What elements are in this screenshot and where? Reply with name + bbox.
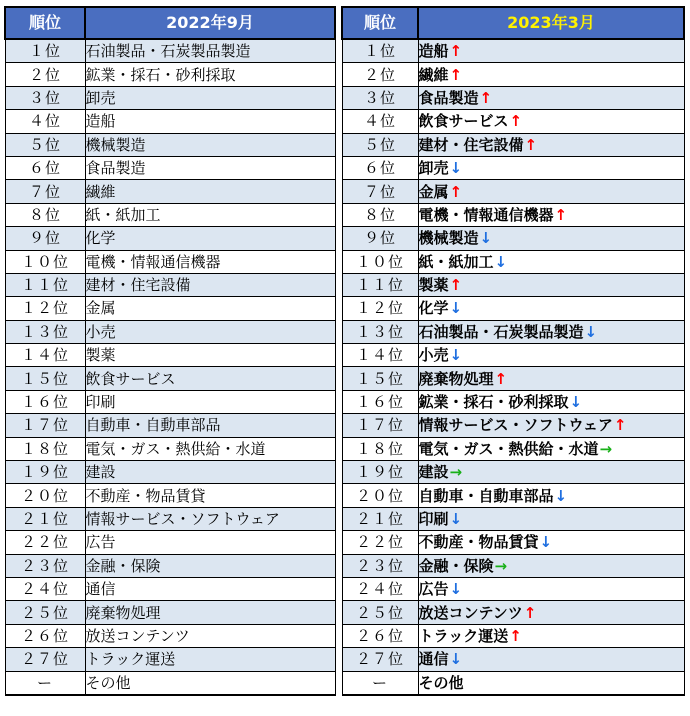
industry-name: 石油製品・石炭製品製造: [85, 42, 251, 61]
industry-cell: [85, 648, 335, 671]
industry-name: 広告: [85, 533, 116, 552]
industry-name: 金属: [418, 182, 449, 201]
rank-cell: １３位: [342, 320, 418, 343]
industry-cell: [85, 86, 335, 109]
industry-cell: [85, 227, 335, 250]
industry-cell: [418, 227, 684, 250]
trend-down-arrow-icon: ↓: [449, 580, 463, 599]
rank-cell: ２７位: [342, 648, 418, 671]
table-row: [342, 156, 684, 179]
rank-cell: １４位: [342, 344, 418, 367]
rank-cell: １３位: [5, 320, 85, 343]
industry-name: 機械製造: [85, 135, 146, 154]
table-row: [5, 554, 335, 577]
industry-name: 小売: [418, 346, 449, 365]
rank-cell: ２７位: [5, 648, 85, 671]
table-row: [5, 461, 335, 484]
table-row: [5, 648, 335, 671]
industry-name: 食品製造: [85, 159, 146, 178]
rank-cell: １６位: [342, 390, 418, 413]
table-row: [342, 344, 684, 367]
industry-name: 放送コンテンツ: [418, 603, 523, 622]
industry-cell: [85, 320, 335, 343]
rank-cell: ２６位: [342, 624, 418, 647]
industry-name: 自動車・自動車部品: [85, 416, 221, 435]
industry-cell: [418, 437, 684, 460]
industry-name: 廃棄物処理: [85, 603, 161, 622]
industry-name: 情報サービス・ソフトウェア: [418, 416, 613, 435]
rank-cell: ３位: [342, 86, 418, 109]
trend-up-arrow-icon: ↑: [554, 205, 568, 224]
trend-up-arrow-icon: ↑: [449, 65, 463, 84]
industry-cell: [418, 367, 684, 390]
industry-name: 卸売: [418, 159, 449, 178]
industry-cell: [85, 63, 335, 86]
table-row: [342, 484, 684, 507]
table-row: [5, 156, 335, 179]
industry-cell: [85, 110, 335, 133]
industry-name: 製薬: [85, 346, 116, 365]
rank-cell: ２２位: [342, 531, 418, 554]
industry-name: 飲食サービス: [418, 112, 509, 131]
industry-name: 通信: [85, 580, 116, 599]
industry-cell: [418, 86, 684, 109]
table-row: [5, 484, 335, 507]
industry-cell: [85, 554, 335, 577]
table-row: [342, 297, 684, 320]
rank-cell: ２６位: [5, 624, 85, 647]
rank-cell: ２２位: [5, 531, 85, 554]
table-row: [5, 86, 335, 109]
table-row: [5, 507, 335, 530]
industry-name: その他: [85, 673, 131, 692]
trend-down-arrow-icon: ↓: [449, 159, 463, 178]
industry-cell: [85, 437, 335, 460]
ranking-rows: [5, 39, 335, 695]
industry-name: 通信: [418, 650, 449, 669]
industry-name: 印刷: [85, 393, 116, 412]
trend-down-arrow-icon: ↓: [554, 486, 568, 505]
industry-cell: [85, 344, 335, 367]
trend-up-arrow-icon: ↑: [509, 112, 523, 131]
table-row: [5, 203, 335, 226]
rank-cell: ４位: [5, 110, 85, 133]
industry-cell: [85, 671, 335, 695]
table-row: [342, 390, 684, 413]
rank-column-header: 順位: [342, 7, 418, 39]
industry-cell: [85, 273, 335, 296]
industry-name: 電機・情報通信機器: [85, 252, 221, 271]
trend-down-arrow-icon: ↓: [569, 393, 583, 412]
industry-name: 鉱業・採石・砂利採取: [85, 65, 236, 84]
industry-name: 小売: [85, 322, 116, 341]
rank-cell: ２０位: [5, 484, 85, 507]
industry-name: 不動産・物品賃貸: [418, 533, 539, 552]
industry-cell: [85, 484, 335, 507]
industry-cell: [418, 507, 684, 530]
table-row: [5, 227, 335, 250]
rank-cell: １７位: [5, 414, 85, 437]
table-row: [342, 531, 684, 554]
rank-column-header: 順位: [5, 7, 85, 39]
rank-cell: ２４位: [342, 577, 418, 600]
industry-cell: [85, 461, 335, 484]
trend-flat-arrow-icon: →: [449, 463, 463, 482]
trend-up-arrow-icon: ↑: [479, 88, 493, 107]
rank-cell: ２３位: [342, 554, 418, 577]
trend-up-arrow-icon: ↑: [449, 276, 463, 295]
table-row: [342, 133, 684, 156]
rank-cell: １２位: [342, 297, 418, 320]
rank-cell: ２位: [342, 63, 418, 86]
rank-cell: １９位: [5, 461, 85, 484]
industry-name: 飲食サービス: [85, 369, 176, 388]
rank-cell: ３位: [5, 86, 85, 109]
industry-name: 繊維: [85, 182, 116, 201]
rank-cell: １４位: [5, 344, 85, 367]
industry-cell: [418, 63, 684, 86]
industry-name: 造船: [418, 42, 449, 61]
industry-name: 電気・ガス・熱供給・水道: [418, 439, 599, 458]
industry-cell: [418, 671, 684, 695]
table-row: [342, 86, 684, 109]
industry-cell: [85, 577, 335, 600]
table-row: [342, 203, 684, 226]
table-row: [5, 344, 335, 367]
industry-cell: [418, 110, 684, 133]
industry-name: 電機・情報通信機器: [418, 205, 554, 224]
industry-cell: [418, 180, 684, 203]
table-row: [342, 437, 684, 460]
industry-cell: [418, 601, 684, 624]
industry-cell: [418, 390, 684, 413]
rank-cell: ５位: [342, 133, 418, 156]
table-row: [342, 507, 684, 530]
table-row: [342, 63, 684, 86]
industry-cell: [418, 344, 684, 367]
industry-cell: [85, 250, 335, 273]
industry-name: 繊維: [418, 65, 449, 84]
table-row: [342, 671, 684, 695]
rank-cell: １位: [342, 39, 418, 63]
table-row: [5, 624, 335, 647]
industry-name: トラック運送: [418, 626, 509, 645]
rank-cell: ６位: [342, 156, 418, 179]
table-row: [342, 624, 684, 647]
industry-name: 化学: [418, 299, 449, 318]
industry-name: 印刷: [418, 510, 449, 528]
industry-cell: [85, 180, 335, 203]
rank-cell: ２１位: [342, 507, 418, 530]
rank-cell: １８位: [5, 437, 85, 460]
industry-name: 電気・ガス・熱供給・水道: [85, 439, 266, 458]
trend-flat-arrow-icon: →: [599, 439, 613, 458]
industry-cell: [85, 156, 335, 179]
rank-cell: １０位: [342, 250, 418, 273]
rank-cell: ４位: [342, 110, 418, 133]
table-row: [5, 273, 335, 296]
industry-name: 建材・住宅設備: [85, 276, 191, 295]
table-row: [5, 577, 335, 600]
table-row: [342, 320, 684, 343]
trend-up-arrow-icon: ↑: [449, 182, 463, 201]
industry-cell: [85, 507, 335, 530]
rank-cell: １１位: [5, 273, 85, 296]
trend-flat-arrow-icon: →: [494, 556, 508, 575]
industry-cell: [418, 531, 684, 554]
trend-down-arrow-icon: ↓: [449, 299, 463, 318]
rank-cell: ２位: [5, 63, 85, 86]
trend-down-arrow-icon: ↓: [584, 322, 598, 341]
rank-cell: １０位: [5, 250, 85, 273]
industry-cell: [418, 273, 684, 296]
trend-down-arrow-icon: ↓: [449, 650, 463, 669]
table-row: [5, 414, 335, 437]
rank-cell: ー: [5, 671, 85, 695]
period-column-header: 2023年3月: [418, 7, 684, 39]
industry-name: その他: [418, 673, 464, 692]
rank-cell: １７位: [342, 414, 418, 437]
industry-cell: [418, 133, 684, 156]
industry-cell: [85, 297, 335, 320]
table-row: [5, 320, 335, 343]
industry-name: 金属: [85, 299, 116, 318]
industry-name: 化学: [85, 229, 116, 248]
rank-cell: ５位: [5, 133, 85, 156]
table-row: [5, 671, 335, 695]
table-row: [5, 133, 335, 156]
industry-name: 建設: [85, 463, 116, 482]
industry-cell: [85, 367, 335, 390]
trend-up-arrow-icon: ↑: [613, 416, 627, 435]
table-row: [342, 648, 684, 671]
table-row: [342, 39, 684, 63]
industry-cell: [418, 554, 684, 577]
header-row: [342, 7, 684, 39]
table-row: [342, 180, 684, 203]
rank-cell: ７位: [5, 180, 85, 203]
table-row: [5, 250, 335, 273]
industry-name: 製薬: [418, 276, 449, 295]
trend-down-arrow-icon: ↓: [494, 252, 508, 271]
industry-name: 機械製造: [418, 229, 479, 248]
industry-cell: [418, 624, 684, 647]
trend-up-arrow-icon: ↑: [494, 369, 508, 388]
industry-cell: [85, 414, 335, 437]
rank-cell: ８位: [5, 203, 85, 226]
table-row: [5, 601, 335, 624]
rank-cell: ２４位: [5, 577, 85, 600]
industry-cell: [418, 39, 684, 63]
industry-cell: [85, 390, 335, 413]
rank-cell: ー: [342, 671, 418, 695]
industry-name: 建設: [418, 463, 449, 482]
ranking-rows: [342, 39, 684, 695]
table-row: [342, 554, 684, 577]
table-row: [342, 250, 684, 273]
table-row: [342, 273, 684, 296]
industry-cell: [85, 624, 335, 647]
rank-cell: ２０位: [342, 484, 418, 507]
header-row: [5, 7, 335, 39]
rank-cell: ８位: [342, 203, 418, 226]
industry-name: 放送コンテンツ: [85, 626, 190, 645]
table-row: [5, 390, 335, 413]
rank-cell: １１位: [342, 273, 418, 296]
table-row: [5, 531, 335, 554]
table-row: [5, 39, 335, 63]
industry-name: 紙・紙加工: [85, 205, 161, 224]
table-row: [5, 437, 335, 460]
industry-cell: [85, 531, 335, 554]
industry-name: 建材・住宅設備: [418, 135, 524, 154]
industry-cell: [85, 133, 335, 156]
rank-cell: ７位: [342, 180, 418, 203]
rank-cell: ２１位: [5, 507, 85, 530]
industry-cell: [418, 156, 684, 179]
rank-cell: １５位: [342, 367, 418, 390]
table-row: [342, 577, 684, 600]
trend-down-arrow-icon: ↓: [449, 510, 463, 528]
table-row: [5, 367, 335, 390]
table-row: [5, 180, 335, 203]
industry-cell: [85, 601, 335, 624]
rank-cell: １５位: [5, 367, 85, 390]
trend-up-arrow-icon: ↑: [509, 626, 522, 645]
industry-cell: [85, 203, 335, 226]
industry-name: トラック運送: [85, 650, 176, 669]
industry-cell: [418, 461, 684, 484]
rank-cell: ２５位: [5, 601, 85, 624]
trend-up-arrow-icon: ↑: [524, 135, 538, 154]
industry-cell: [418, 297, 684, 320]
table-row: [342, 461, 684, 484]
industry-cell: [418, 484, 684, 507]
rank-cell: ９位: [342, 227, 418, 250]
industry-name: 廃棄物処理: [418, 369, 494, 388]
industry-name: 食品製造: [418, 88, 479, 107]
rank-cell: ６位: [5, 156, 85, 179]
industry-name: 金融・保険: [85, 556, 161, 575]
industry-cell: [418, 203, 684, 226]
industry-cell: [85, 39, 335, 63]
table-row: [342, 227, 684, 250]
industry-cell: [418, 577, 684, 600]
table-row: [342, 367, 684, 390]
industry-name: 情報サービス・ソフトウェア: [85, 510, 280, 528]
rank-cell: ９位: [5, 227, 85, 250]
rank-cell: １６位: [5, 390, 85, 413]
table-row: [342, 110, 684, 133]
industry-name: 造船: [85, 112, 116, 131]
industry-name: 広告: [418, 580, 449, 599]
ranking-table-2023-03: [341, 6, 685, 696]
industry-cell: [418, 320, 684, 343]
industry-cell: [418, 648, 684, 671]
rank-cell: １位: [5, 39, 85, 63]
industry-name: 不動産・物品賃貸: [85, 486, 206, 505]
rank-cell: ２５位: [342, 601, 418, 624]
table-row: [342, 601, 684, 624]
rank-cell: ２３位: [5, 554, 85, 577]
industry-name: 鉱業・採石・砂利採取: [418, 393, 569, 412]
industry-name: 金融・保険: [418, 556, 494, 575]
industry-name: 卸売: [85, 88, 116, 107]
industry-name: 紙・紙加工: [418, 252, 494, 271]
rank-cell: １８位: [342, 437, 418, 460]
table-row: [342, 414, 684, 437]
industry-name: 自動車・自動車部品: [418, 486, 554, 505]
industry-cell: [418, 250, 684, 273]
trend-down-arrow-icon: ↓: [479, 229, 493, 248]
table-row: [5, 297, 335, 320]
trend-up-arrow-icon: ↑: [449, 42, 463, 61]
industry-name: 石油製品・石炭製品製造: [418, 322, 584, 341]
rank-cell: １２位: [5, 297, 85, 320]
trend-down-arrow-icon: ↓: [449, 346, 463, 365]
ranking-table-2022-09: [4, 6, 336, 696]
trend-down-arrow-icon: ↓: [539, 533, 553, 552]
trend-up-arrow-icon: ↑: [523, 603, 537, 622]
table-row: [5, 63, 335, 86]
table-row: [5, 110, 335, 133]
industry-cell: [418, 414, 684, 437]
rank-cell: １９位: [342, 461, 418, 484]
period-column-header: 2022年9月: [85, 7, 335, 39]
